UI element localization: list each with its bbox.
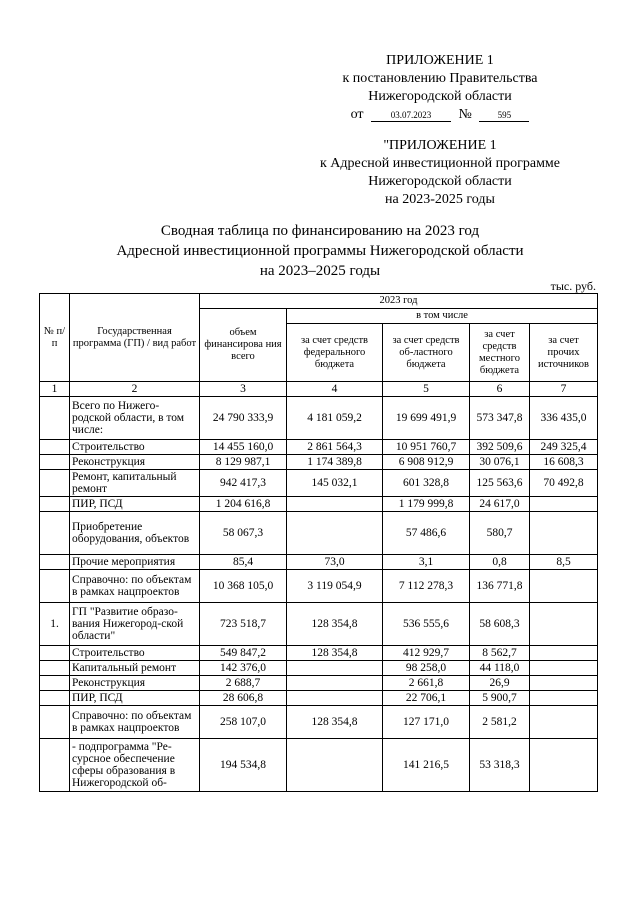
cell-regional: 19 699 491,9 bbox=[383, 397, 470, 440]
cell-name: Прочие мероприятия bbox=[70, 555, 200, 570]
cell-name: Капитальный ремонт bbox=[70, 661, 200, 676]
cell-name: Приобретение оборудования, объектов bbox=[70, 512, 200, 555]
cell-local: 580,7 bbox=[470, 512, 530, 555]
table-row bbox=[40, 603, 598, 646]
cell-other bbox=[530, 706, 598, 739]
cell-regional: 98 258,0 bbox=[383, 661, 470, 676]
appendix-1-header bbox=[270, 52, 610, 124]
column-number: 1 bbox=[40, 382, 70, 397]
cell-other bbox=[530, 676, 598, 691]
cell-federal bbox=[287, 691, 383, 706]
cell-other: 16 608,3 bbox=[530, 455, 598, 470]
cell-idx bbox=[40, 397, 70, 440]
cell-local: 8 562,7 bbox=[470, 646, 530, 661]
appendix-2-line-2: к Адресной инвестиционной программе bbox=[319, 156, 561, 171]
cell-total: 142 376,0 bbox=[200, 661, 287, 676]
cell-federal: 128 354,8 bbox=[287, 603, 383, 646]
cell-idx bbox=[40, 739, 70, 792]
table-row bbox=[40, 739, 598, 792]
cell-total: 58 067,3 bbox=[200, 512, 287, 555]
cell-federal: 3 119 054,9 bbox=[287, 570, 383, 603]
cell-idx bbox=[40, 646, 70, 661]
cell-other: 336 435,0 bbox=[530, 397, 598, 440]
column-number: 5 bbox=[383, 382, 470, 397]
cell-other bbox=[530, 739, 598, 792]
cell-local: 573 347,8 bbox=[470, 397, 530, 440]
cell-federal bbox=[287, 497, 383, 512]
cell-regional: 601 328,8 bbox=[383, 470, 470, 497]
table-row bbox=[40, 691, 598, 706]
cell-local: 2 581,2 bbox=[470, 706, 530, 739]
appendix-2-header bbox=[270, 137, 610, 209]
table-row bbox=[40, 706, 598, 739]
appendix-2-line-4: на 2023-2025 годы bbox=[385, 192, 495, 207]
cell-other bbox=[530, 691, 598, 706]
table-row bbox=[40, 676, 598, 691]
header-regional: за счет средств об-ластного бюджета bbox=[383, 324, 470, 382]
number-sign: № bbox=[458, 107, 472, 122]
cell-federal: 4 181 059,2 bbox=[287, 397, 383, 440]
table-row bbox=[40, 646, 598, 661]
cell-regional: 57 486,6 bbox=[383, 512, 470, 555]
cell-other bbox=[530, 512, 598, 555]
appendix-1-line-2: к постановлению Правительства bbox=[342, 71, 538, 86]
cell-total: 258 107,0 bbox=[200, 706, 287, 739]
cell-idx bbox=[40, 512, 70, 555]
cell-local: 0,8 bbox=[470, 555, 530, 570]
cell-total: 24 790 333,9 bbox=[200, 397, 287, 440]
table-row bbox=[40, 397, 598, 440]
cell-federal: 128 354,8 bbox=[287, 706, 383, 739]
cell-other bbox=[530, 646, 598, 661]
cell-federal bbox=[287, 739, 383, 792]
cell-local: 58 608,3 bbox=[470, 603, 530, 646]
cell-federal: 1 174 389,8 bbox=[287, 455, 383, 470]
cell-name: ПИР, ПСД bbox=[70, 497, 200, 512]
cell-other bbox=[530, 570, 598, 603]
cell-regional: 412 929,7 bbox=[383, 646, 470, 661]
header-num: № п/п bbox=[40, 294, 70, 382]
cell-total: 10 368 105,0 bbox=[200, 570, 287, 603]
cell-name: Справочно: по объектам в рамках нацпроектов bbox=[70, 570, 200, 603]
table-row bbox=[40, 661, 598, 676]
cell-name: Строительство bbox=[70, 646, 200, 661]
cell-local: 44 118,0 bbox=[470, 661, 530, 676]
cell-total: 194 534,8 bbox=[200, 739, 287, 792]
cell-name: Ремонт, капитальный ремонт bbox=[70, 470, 200, 497]
cell-other: 249 325,4 bbox=[530, 440, 598, 455]
cell-federal: 145 032,1 bbox=[287, 470, 383, 497]
cell-local: 136 771,8 bbox=[470, 570, 530, 603]
cell-other bbox=[530, 497, 598, 512]
cell-total: 28 606,8 bbox=[200, 691, 287, 706]
document-title-line-1: Сводная таблица по финансированию на 2023 год bbox=[160, 223, 480, 239]
table-row bbox=[40, 570, 598, 603]
document-title bbox=[90, 221, 550, 281]
cell-idx bbox=[40, 661, 70, 676]
cell-total: 942 417,3 bbox=[200, 470, 287, 497]
cell-idx bbox=[40, 691, 70, 706]
cell-local: 30 076,1 bbox=[470, 455, 530, 470]
header-federal: за счет средств федерального бюджета bbox=[287, 324, 383, 382]
cell-idx bbox=[40, 706, 70, 739]
column-number: 4 bbox=[287, 382, 383, 397]
cell-local: 53 318,3 bbox=[470, 739, 530, 792]
cell-idx bbox=[40, 570, 70, 603]
date-value: 03.07.2023 bbox=[371, 109, 451, 122]
header-program: Государственная программа (ГП) / вид работ bbox=[70, 294, 200, 382]
column-number: 6 bbox=[470, 382, 530, 397]
cell-regional: 127 171,0 bbox=[383, 706, 470, 739]
cell-idx bbox=[40, 470, 70, 497]
appendix-2-title: "ПРИЛОЖЕНИЕ 1 bbox=[383, 138, 497, 153]
header-local: за счет средств местного бюджета bbox=[470, 324, 530, 382]
cell-name: Реконструкция bbox=[70, 455, 200, 470]
cell-regional: 3,1 bbox=[383, 555, 470, 570]
cell-name: Всего по Нижего-родской области, в том числе: bbox=[70, 397, 200, 440]
document-title-line-2: Адресной инвестиционной программы Нижегородской области bbox=[116, 243, 524, 259]
cell-other bbox=[530, 661, 598, 676]
number-value: 595 bbox=[479, 109, 529, 122]
table-row bbox=[40, 512, 598, 555]
cell-name: ГП "Развитие образо-вания Нижегород-ской области" bbox=[70, 603, 200, 646]
units-label: тыс. руб. bbox=[550, 279, 596, 293]
appendix-2-line-3: Нижегородской области bbox=[368, 174, 512, 189]
table-row bbox=[40, 455, 598, 470]
cell-federal bbox=[287, 661, 383, 676]
cell-total: 723 518,7 bbox=[200, 603, 287, 646]
table-row bbox=[40, 470, 598, 497]
cell-local: 5 900,7 bbox=[470, 691, 530, 706]
cell-local: 125 563,6 bbox=[470, 470, 530, 497]
header-total: объем финансирова ния всего bbox=[200, 309, 287, 382]
cell-regional: 2 661,8 bbox=[383, 676, 470, 691]
cell-other: 70 492,8 bbox=[530, 470, 598, 497]
table-row bbox=[40, 555, 598, 570]
cell-federal bbox=[287, 676, 383, 691]
cell-federal: 128 354,8 bbox=[287, 646, 383, 661]
date-prefix: от bbox=[350, 107, 364, 122]
appendix-1-title: ПРИЛОЖЕНИЕ 1 bbox=[386, 53, 494, 68]
table-row bbox=[40, 440, 598, 455]
cell-total: 1 204 616,8 bbox=[200, 497, 287, 512]
cell-idx bbox=[40, 440, 70, 455]
cell-local: 24 617,0 bbox=[470, 497, 530, 512]
cell-name: Реконструкция bbox=[70, 676, 200, 691]
column-number: 7 bbox=[530, 382, 598, 397]
cell-regional: 7 112 278,3 bbox=[383, 570, 470, 603]
cell-name: Строительство bbox=[70, 440, 200, 455]
cell-regional: 1 179 999,8 bbox=[383, 497, 470, 512]
cell-idx bbox=[40, 676, 70, 691]
cell-other: 8,5 bbox=[530, 555, 598, 570]
document-title-line-3: на 2023–2025 годы bbox=[259, 263, 381, 279]
appendix-1-date-line bbox=[270, 106, 610, 124]
cell-total: 2 688,7 bbox=[200, 676, 287, 691]
cell-name: Справочно: по объектам в рамках нацпроектов bbox=[70, 706, 200, 739]
column-number: 2 bbox=[70, 382, 200, 397]
cell-total: 85,4 bbox=[200, 555, 287, 570]
cell-regional: 536 555,6 bbox=[383, 603, 470, 646]
column-number: 3 bbox=[200, 382, 287, 397]
cell-regional: 141 216,5 bbox=[383, 739, 470, 792]
cell-idx bbox=[40, 455, 70, 470]
header-year: 2023 год bbox=[200, 294, 598, 309]
cell-idx: 1. bbox=[40, 603, 70, 646]
cell-local: 392 509,6 bbox=[470, 440, 530, 455]
cell-name: - подпрограмма "Ре-сурсное обеспечение сферы образования в Нижегородской об- bbox=[70, 739, 200, 792]
table-row bbox=[40, 497, 598, 512]
cell-local: 26,9 bbox=[470, 676, 530, 691]
appendix-1-line-3: Нижегородской области bbox=[368, 89, 512, 104]
cell-regional: 10 951 760,7 bbox=[383, 440, 470, 455]
cell-regional: 6 908 912,9 bbox=[383, 455, 470, 470]
column-numbers-row bbox=[40, 382, 598, 397]
cell-other bbox=[530, 603, 598, 646]
header-other: за счет прочих источников bbox=[530, 324, 598, 382]
cell-idx bbox=[40, 497, 70, 512]
cell-total: 14 455 160,0 bbox=[200, 440, 287, 455]
cell-regional: 22 706,1 bbox=[383, 691, 470, 706]
cell-total: 549 847,2 bbox=[200, 646, 287, 661]
cell-idx bbox=[40, 555, 70, 570]
header-including: в том числе bbox=[287, 309, 598, 324]
cell-federal bbox=[287, 512, 383, 555]
cell-federal: 73,0 bbox=[287, 555, 383, 570]
financing-table bbox=[39, 293, 598, 792]
cell-federal: 2 861 564,3 bbox=[287, 440, 383, 455]
cell-total: 8 129 987,1 bbox=[200, 455, 287, 470]
cell-name: ПИР, ПСД bbox=[70, 691, 200, 706]
